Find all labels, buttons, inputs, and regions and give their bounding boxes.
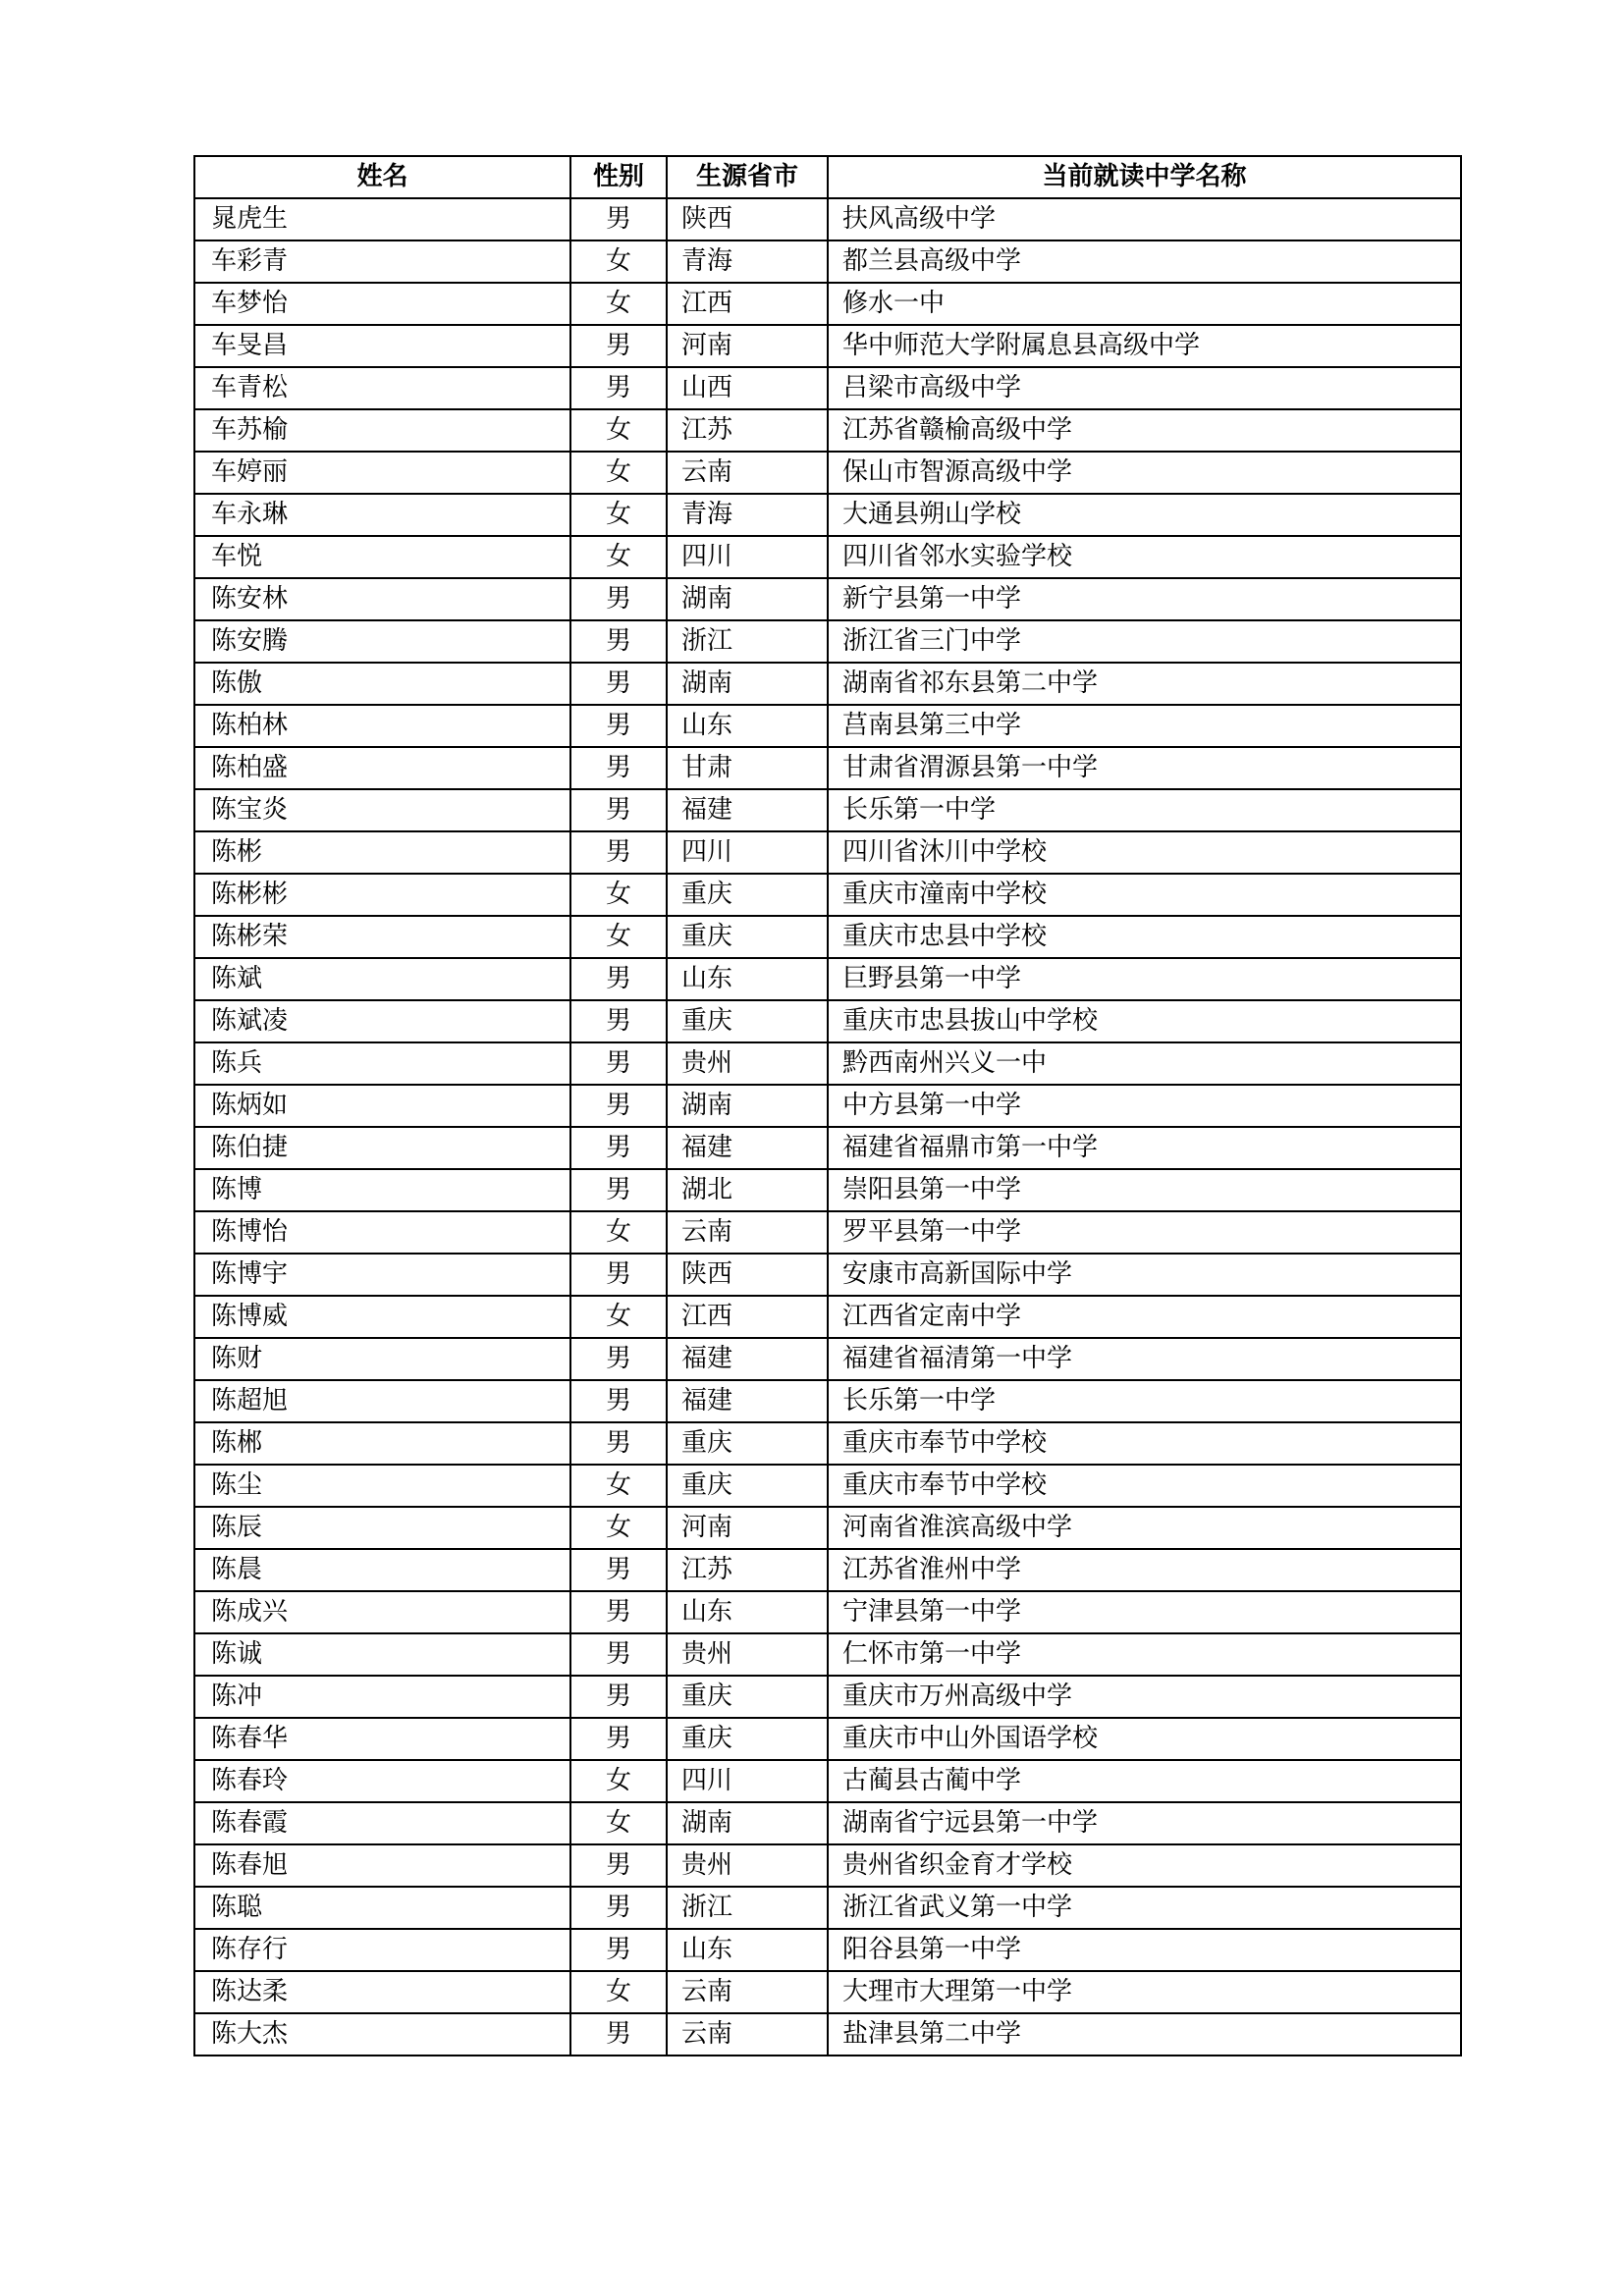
table-row xyxy=(194,536,1461,578)
cell-school: 修水一中 xyxy=(828,283,1461,325)
cell-name: 陈辰 xyxy=(194,1507,570,1549)
cell-province: 山东 xyxy=(667,705,828,747)
cell-school: 安康市高新国际中学 xyxy=(828,1254,1461,1296)
cell-gender: 女 xyxy=(570,494,667,536)
cell-gender: 女 xyxy=(570,1211,667,1254)
cell-school: 江苏省赣榆高级中学 xyxy=(828,409,1461,452)
table-row xyxy=(194,1338,1461,1380)
cell-name: 车婷丽 xyxy=(194,452,570,494)
cell-school: 重庆市万州高级中学 xyxy=(828,1676,1461,1718)
table-row xyxy=(194,1254,1461,1296)
cell-province: 江西 xyxy=(667,1296,828,1338)
cell-name: 陈柏盛 xyxy=(194,747,570,789)
cell-name: 陈达柔 xyxy=(194,1971,570,2013)
cell-school: 江苏省淮州中学 xyxy=(828,1549,1461,1591)
cell-gender: 男 xyxy=(570,1929,667,1971)
cell-gender: 男 xyxy=(570,620,667,663)
table-row xyxy=(194,1802,1461,1844)
student-roster-table xyxy=(193,155,1462,2056)
cell-name: 车青松 xyxy=(194,367,570,409)
cell-gender: 女 xyxy=(570,536,667,578)
cell-name: 陈春霞 xyxy=(194,1802,570,1844)
cell-province: 重庆 xyxy=(667,1718,828,1760)
cell-school: 四川省沐川中学校 xyxy=(828,831,1461,874)
cell-school: 甘肃省渭源县第一中学 xyxy=(828,747,1461,789)
cell-school: 重庆市奉节中学校 xyxy=(828,1465,1461,1507)
cell-province: 四川 xyxy=(667,536,828,578)
cell-province: 四川 xyxy=(667,831,828,874)
table-row xyxy=(194,663,1461,705)
cell-name: 晁虎生 xyxy=(194,198,570,240)
table-row xyxy=(194,1296,1461,1338)
cell-name: 车彩青 xyxy=(194,240,570,283)
table-row xyxy=(194,1676,1461,1718)
cell-school: 长乐第一中学 xyxy=(828,789,1461,831)
cell-name: 陈春华 xyxy=(194,1718,570,1760)
cell-name: 陈春玲 xyxy=(194,1760,570,1802)
cell-gender: 男 xyxy=(570,198,667,240)
cell-province: 江西 xyxy=(667,283,828,325)
cell-gender: 男 xyxy=(570,1169,667,1211)
cell-name: 陈兵 xyxy=(194,1042,570,1085)
table-row xyxy=(194,747,1461,789)
cell-gender: 男 xyxy=(570,705,667,747)
cell-school: 阳谷县第一中学 xyxy=(828,1929,1461,1971)
cell-name: 陈春旭 xyxy=(194,1844,570,1887)
cell-province: 云南 xyxy=(667,452,828,494)
table-row xyxy=(194,958,1461,1000)
cell-name: 陈傲 xyxy=(194,663,570,705)
cell-gender: 男 xyxy=(570,1254,667,1296)
cell-province: 湖南 xyxy=(667,663,828,705)
cell-gender: 男 xyxy=(570,663,667,705)
cell-school: 保山市智源高级中学 xyxy=(828,452,1461,494)
table-row xyxy=(194,283,1461,325)
cell-gender: 女 xyxy=(570,1971,667,2013)
cell-name: 陈斌凌 xyxy=(194,1000,570,1042)
cell-name: 陈斌 xyxy=(194,958,570,1000)
cell-school: 宁津县第一中学 xyxy=(828,1591,1461,1633)
cell-school: 都兰县高级中学 xyxy=(828,240,1461,283)
table-row xyxy=(194,1549,1461,1591)
cell-name: 陈安腾 xyxy=(194,620,570,663)
cell-gender: 女 xyxy=(570,283,667,325)
cell-gender: 男 xyxy=(570,1127,667,1169)
cell-gender: 男 xyxy=(570,1844,667,1887)
cell-province: 福建 xyxy=(667,1338,828,1380)
cell-name: 陈尘 xyxy=(194,1465,570,1507)
table-row xyxy=(194,578,1461,620)
cell-name: 车悦 xyxy=(194,536,570,578)
cell-school: 江西省定南中学 xyxy=(828,1296,1461,1338)
cell-province: 陕西 xyxy=(667,1254,828,1296)
table-row xyxy=(194,1718,1461,1760)
table-row xyxy=(194,1844,1461,1887)
cell-province: 湖南 xyxy=(667,578,828,620)
table-row xyxy=(194,620,1461,663)
cell-school: 中方县第一中学 xyxy=(828,1085,1461,1127)
table-row xyxy=(194,1085,1461,1127)
cell-province: 贵州 xyxy=(667,1042,828,1085)
cell-gender: 男 xyxy=(570,1000,667,1042)
cell-gender: 男 xyxy=(570,1422,667,1465)
table-row xyxy=(194,198,1461,240)
cell-name: 车梦怡 xyxy=(194,283,570,325)
cell-gender: 男 xyxy=(570,1887,667,1929)
cell-school: 黔西南州兴义一中 xyxy=(828,1042,1461,1085)
header-province: 生源省市 xyxy=(667,156,828,198)
table-row xyxy=(194,705,1461,747)
cell-province: 浙江 xyxy=(667,1887,828,1929)
cell-name: 陈超旭 xyxy=(194,1380,570,1422)
cell-school: 古蔺县古蔺中学 xyxy=(828,1760,1461,1802)
cell-name: 陈聪 xyxy=(194,1887,570,1929)
cell-province: 山东 xyxy=(667,1929,828,1971)
table-row xyxy=(194,1422,1461,1465)
cell-name: 陈冲 xyxy=(194,1676,570,1718)
table-row xyxy=(194,1929,1461,1971)
cell-name: 陈安林 xyxy=(194,578,570,620)
cell-province: 云南 xyxy=(667,1211,828,1254)
cell-province: 云南 xyxy=(667,1971,828,2013)
cell-name: 陈伯捷 xyxy=(194,1127,570,1169)
table-row xyxy=(194,1042,1461,1085)
cell-province: 山西 xyxy=(667,367,828,409)
table-row xyxy=(194,325,1461,367)
cell-gender: 男 xyxy=(570,1338,667,1380)
cell-name: 陈彬 xyxy=(194,831,570,874)
cell-school: 巨野县第一中学 xyxy=(828,958,1461,1000)
cell-province: 云南 xyxy=(667,2013,828,2056)
table-body xyxy=(194,198,1461,2056)
cell-province: 山东 xyxy=(667,1591,828,1633)
cell-school: 浙江省三门中学 xyxy=(828,620,1461,663)
cell-school: 长乐第一中学 xyxy=(828,1380,1461,1422)
cell-name: 陈财 xyxy=(194,1338,570,1380)
table-row xyxy=(194,1971,1461,2013)
cell-province: 四川 xyxy=(667,1760,828,1802)
cell-province: 重庆 xyxy=(667,1422,828,1465)
cell-name: 陈宝炎 xyxy=(194,789,570,831)
header-school: 当前就读中学名称 xyxy=(828,156,1461,198)
cell-school: 河南省淮滨高级中学 xyxy=(828,1507,1461,1549)
cell-school: 崇阳县第一中学 xyxy=(828,1169,1461,1211)
cell-name: 陈博威 xyxy=(194,1296,570,1338)
table-row xyxy=(194,1127,1461,1169)
cell-gender: 女 xyxy=(570,1760,667,1802)
cell-gender: 女 xyxy=(570,452,667,494)
table-row xyxy=(194,874,1461,916)
cell-gender: 女 xyxy=(570,1296,667,1338)
cell-name: 陈博怡 xyxy=(194,1211,570,1254)
cell-gender: 男 xyxy=(570,367,667,409)
cell-gender: 女 xyxy=(570,240,667,283)
cell-province: 重庆 xyxy=(667,1465,828,1507)
cell-school: 重庆市忠县中学校 xyxy=(828,916,1461,958)
cell-gender: 男 xyxy=(570,1380,667,1422)
header-name: 姓名 xyxy=(194,156,570,198)
cell-province: 重庆 xyxy=(667,1000,828,1042)
cell-school: 大通县朔山学校 xyxy=(828,494,1461,536)
cell-school: 大理市大理第一中学 xyxy=(828,1971,1461,2013)
table-row xyxy=(194,452,1461,494)
cell-province: 江苏 xyxy=(667,409,828,452)
cell-gender: 男 xyxy=(570,325,667,367)
cell-name: 陈炳如 xyxy=(194,1085,570,1127)
cell-name: 陈大杰 xyxy=(194,2013,570,2056)
cell-province: 重庆 xyxy=(667,916,828,958)
table-row xyxy=(194,1591,1461,1633)
cell-gender: 女 xyxy=(570,409,667,452)
header-gender: 性别 xyxy=(570,156,667,198)
cell-name: 陈博宇 xyxy=(194,1254,570,1296)
cell-province: 重庆 xyxy=(667,1676,828,1718)
cell-name: 陈博 xyxy=(194,1169,570,1211)
table-row xyxy=(194,831,1461,874)
cell-gender: 女 xyxy=(570,916,667,958)
cell-gender: 男 xyxy=(570,1042,667,1085)
cell-gender: 男 xyxy=(570,789,667,831)
table-row xyxy=(194,494,1461,536)
table-row xyxy=(194,1465,1461,1507)
cell-province: 陕西 xyxy=(667,198,828,240)
table-row xyxy=(194,367,1461,409)
cell-province: 福建 xyxy=(667,1380,828,1422)
cell-name: 陈彬彬 xyxy=(194,874,570,916)
table-row xyxy=(194,1169,1461,1211)
cell-province: 福建 xyxy=(667,789,828,831)
cell-name: 陈彬荣 xyxy=(194,916,570,958)
cell-name: 车旻昌 xyxy=(194,325,570,367)
cell-gender: 男 xyxy=(570,1085,667,1127)
cell-province: 湖北 xyxy=(667,1169,828,1211)
table-row xyxy=(194,1000,1461,1042)
cell-gender: 女 xyxy=(570,874,667,916)
cell-province: 甘肃 xyxy=(667,747,828,789)
cell-gender: 男 xyxy=(570,831,667,874)
cell-school: 贵州省织金育才学校 xyxy=(828,1844,1461,1887)
table-row xyxy=(194,789,1461,831)
table-row xyxy=(194,409,1461,452)
cell-province: 贵州 xyxy=(667,1633,828,1676)
cell-school: 扶风高级中学 xyxy=(828,198,1461,240)
cell-gender: 女 xyxy=(570,1802,667,1844)
cell-school: 福建省福清第一中学 xyxy=(828,1338,1461,1380)
cell-school: 重庆市中山外国语学校 xyxy=(828,1718,1461,1760)
cell-school: 华中师范大学附属息县高级中学 xyxy=(828,325,1461,367)
cell-school: 重庆市忠县拔山中学校 xyxy=(828,1000,1461,1042)
cell-school: 吕梁市高级中学 xyxy=(828,367,1461,409)
cell-province: 河南 xyxy=(667,325,828,367)
table-row xyxy=(194,916,1461,958)
cell-province: 湖南 xyxy=(667,1802,828,1844)
cell-province: 河南 xyxy=(667,1507,828,1549)
cell-gender: 女 xyxy=(570,1465,667,1507)
cell-school: 仁怀市第一中学 xyxy=(828,1633,1461,1676)
table-row xyxy=(194,240,1461,283)
cell-province: 江苏 xyxy=(667,1549,828,1591)
cell-name: 陈晨 xyxy=(194,1549,570,1591)
cell-gender: 男 xyxy=(570,578,667,620)
table-row xyxy=(194,1211,1461,1254)
cell-school: 四川省邻水实验学校 xyxy=(828,536,1461,578)
cell-gender: 男 xyxy=(570,747,667,789)
cell-gender: 女 xyxy=(570,1507,667,1549)
cell-province: 青海 xyxy=(667,494,828,536)
cell-school: 盐津县第二中学 xyxy=(828,2013,1461,2056)
cell-gender: 男 xyxy=(570,1549,667,1591)
cell-name: 车永琳 xyxy=(194,494,570,536)
cell-province: 福建 xyxy=(667,1127,828,1169)
cell-name: 车苏榆 xyxy=(194,409,570,452)
table-row xyxy=(194,1633,1461,1676)
table-header-row xyxy=(194,156,1461,198)
table-row xyxy=(194,2013,1461,2056)
cell-school: 罗平县第一中学 xyxy=(828,1211,1461,1254)
cell-gender: 男 xyxy=(570,1633,667,1676)
cell-gender: 男 xyxy=(570,1718,667,1760)
cell-name: 陈柏林 xyxy=(194,705,570,747)
cell-name: 陈诚 xyxy=(194,1633,570,1676)
cell-school: 浙江省武义第一中学 xyxy=(828,1887,1461,1929)
cell-name: 陈成兴 xyxy=(194,1591,570,1633)
table-row xyxy=(194,1760,1461,1802)
cell-gender: 男 xyxy=(570,2013,667,2056)
cell-name: 陈存行 xyxy=(194,1929,570,1971)
cell-gender: 男 xyxy=(570,1676,667,1718)
cell-school: 福建省福鼎市第一中学 xyxy=(828,1127,1461,1169)
cell-province: 重庆 xyxy=(667,874,828,916)
cell-school: 重庆市潼南中学校 xyxy=(828,874,1461,916)
cell-province: 湖南 xyxy=(667,1085,828,1127)
table-row xyxy=(194,1507,1461,1549)
cell-province: 山东 xyxy=(667,958,828,1000)
cell-name: 陈郴 xyxy=(194,1422,570,1465)
cell-province: 青海 xyxy=(667,240,828,283)
cell-school: 湖南省宁远县第一中学 xyxy=(828,1802,1461,1844)
cell-province: 贵州 xyxy=(667,1844,828,1887)
cell-school: 重庆市奉节中学校 xyxy=(828,1422,1461,1465)
cell-province: 浙江 xyxy=(667,620,828,663)
cell-school: 莒南县第三中学 xyxy=(828,705,1461,747)
cell-gender: 男 xyxy=(570,958,667,1000)
cell-gender: 男 xyxy=(570,1591,667,1633)
cell-school: 新宁县第一中学 xyxy=(828,578,1461,620)
table-row xyxy=(194,1380,1461,1422)
cell-school: 湖南省祁东县第二中学 xyxy=(828,663,1461,705)
table-row xyxy=(194,1887,1461,1929)
